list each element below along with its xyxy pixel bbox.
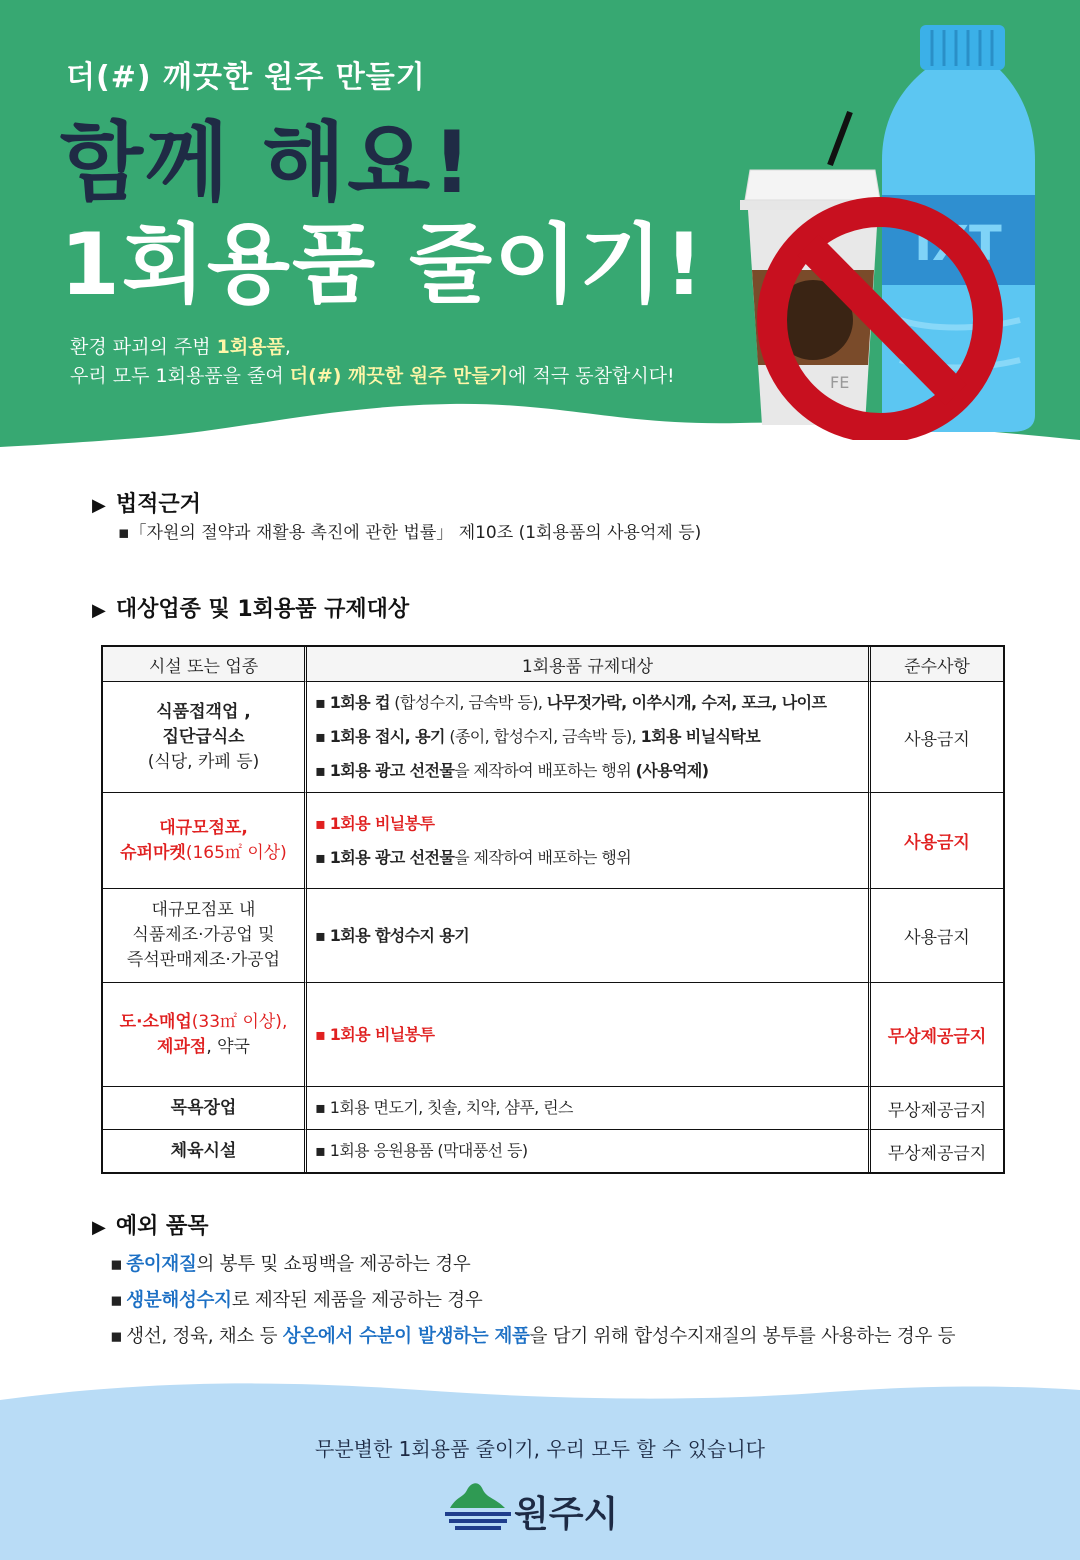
exception-item: [110, 1250, 470, 1276]
list-item: [315, 720, 860, 754]
legal-basis-title: 법적근거: [115, 492, 201, 517]
legal-basis-heading: [92, 487, 201, 518]
items-cell: [307, 1130, 871, 1172]
item-text: (종이, 합성수지, 금속박 등),: [444, 727, 641, 746]
items-cell: [307, 682, 871, 793]
table-row: [103, 983, 1003, 1087]
header-items: 1회용품 규제대상: [307, 647, 871, 682]
list-item: [315, 1091, 860, 1125]
desc-text: 에 적극 동참합시다!: [508, 365, 675, 387]
item-strong: 1회용 비닐봉투: [329, 813, 435, 833]
exception-highlight: 생분해성수지: [126, 1290, 232, 1311]
hero-title-line2: 1회용품 줄이기!: [60, 215, 706, 315]
facility-note: (33㎡ 이상),: [191, 1011, 288, 1032]
list-item: [315, 841, 860, 875]
facility-name: 즉석판매제조·가공업: [126, 950, 281, 970]
table-row: [103, 1130, 1003, 1172]
desc-text: 우리 모두 1회용품을 줄여: [70, 365, 290, 387]
list-item: [315, 1134, 860, 1168]
exception-item: [110, 1322, 955, 1348]
exception-text: 의 봉투 및 쇼핑백을 제공하는 경우: [196, 1254, 471, 1275]
facility-name: 대규모점포,: [159, 817, 248, 838]
triangle-right-icon: ▶: [92, 600, 106, 621]
triangle-right-icon: ▶: [92, 1217, 106, 1238]
item-strong: 1회용 컵: [329, 693, 390, 712]
campaign-subtitle: 더(#) 깨끗한 원주 만들기: [66, 60, 426, 95]
facility-cell: 체육시설: [103, 1130, 307, 1172]
exception-text: 생선, 정육, 채소 등: [126, 1326, 283, 1347]
facility-name: 제과점: [157, 1036, 207, 1057]
exception-text: 로 제작된 제품을 제공하는 경우: [231, 1290, 483, 1311]
facility-cell: [103, 793, 307, 889]
facility-name: 식품접객업 ,: [156, 701, 251, 722]
list-item: [315, 919, 860, 953]
regulation-table: [101, 645, 1005, 1174]
item-text: 1회용 응원용품 (막대풍선 등): [329, 1141, 528, 1160]
facility-name: 집단급식소: [162, 726, 245, 747]
item-text: 1회용 면도기, 칫솔, 치약, 샴푸, 린스: [329, 1098, 573, 1117]
triangle-right-icon: ▶: [92, 495, 106, 516]
facility-cell: [103, 682, 307, 793]
desc-text: ,: [284, 336, 291, 358]
rule-cell: 무상제공금지: [871, 983, 1003, 1087]
facility-note: (식당, 카페 등): [147, 751, 260, 772]
facility-note: (165㎡ 이상): [185, 842, 287, 863]
hero-desc-line2: [70, 362, 675, 391]
rule-cell: 사용금지: [871, 793, 1003, 889]
rule-cell: 무상제공금지: [871, 1087, 1003, 1130]
legal-basis-text: ▪「자원의 절약과 재활용 촉진에 관한 법률」 제10조 (1회용품의 사용억제 등): [118, 523, 702, 543]
exceptions-heading: [92, 1209, 209, 1240]
list-item: [315, 754, 860, 788]
hero-title-line1: 함께 해요!: [60, 113, 474, 213]
item-text: 을 제작하여 배포하는 행위: [454, 847, 632, 867]
rule-cell: 사용금지: [871, 889, 1003, 983]
facility-cell: 목욕장업: [103, 1087, 307, 1130]
exception-item: [110, 1286, 482, 1312]
desc-text: 환경 파괴의 주범: [70, 336, 217, 358]
header-rule: 준수사항: [871, 647, 1003, 682]
facility-cell: [103, 889, 307, 983]
desc-highlight: 더(#) 깨끗한 원주 만들기: [289, 365, 509, 387]
list-item: [315, 686, 860, 720]
facility-name: 대규모점포 내: [151, 900, 256, 920]
header-facility: 시설 또는 업종: [103, 647, 307, 682]
cup-label-text: FE: [830, 373, 850, 392]
item-strong: 1회용 광고 선전물: [329, 847, 455, 867]
table-header-row: [103, 647, 1003, 682]
facility-note: , 약국: [206, 1036, 250, 1057]
facility-cell: [103, 983, 307, 1087]
list-item: [315, 807, 860, 841]
target-title: 대상업종 및 1회용품 규제대상: [115, 597, 410, 622]
rule-cell: 사용금지: [871, 682, 1003, 793]
items-cell: [307, 1087, 871, 1130]
item-text: (합성수지, 금속박 등),: [389, 693, 547, 712]
table-row: [103, 682, 1003, 793]
item-text: 을 제작하여 배포하는 행위: [454, 761, 636, 780]
items-cell: [307, 889, 871, 983]
target-heading: [92, 592, 409, 623]
hero-desc-line1: [70, 333, 675, 362]
logo-text: 원주시: [514, 1494, 619, 1535]
item-strong: (사용억제): [635, 761, 709, 780]
item-strong: 1회용 접시, 용기: [329, 727, 445, 746]
table-row: [103, 793, 1003, 889]
exception-text: 을 담기 위해 합성수지재질의 봉투를 사용하는 경우 등: [529, 1326, 956, 1347]
facility-name: 도·소매업: [119, 1011, 192, 1032]
exception-highlight: 상온에서 수분이 발생하는 제품: [282, 1326, 530, 1347]
item-strong: 나무젓가락, 이쑤시개, 수저, 포크, 나이프: [546, 693, 827, 712]
footer-slogan: 무분별한 1회용품 줄이기, 우리 모두 할 수 있습니다: [315, 1437, 765, 1461]
item-strong: 1회용 비닐식탁보: [640, 727, 761, 746]
facility-name: 식품제조·가공업 및: [132, 925, 275, 945]
rule-cell: 무상제공금지: [887, 1143, 987, 1164]
items-cell: [307, 793, 871, 889]
exception-highlight: 종이재질: [126, 1254, 197, 1275]
bottle-label-text: IXT: [914, 216, 1002, 272]
item-strong: 1회용 합성수지 용기: [329, 925, 470, 945]
item-strong: 1회용 광고 선전물: [329, 761, 455, 780]
table-row: [103, 1087, 1003, 1130]
hero-description: [70, 333, 675, 391]
desc-highlight: 1회용품: [216, 336, 285, 358]
items-cell: [307, 983, 871, 1087]
item-strong: 1회용 비닐봉투: [329, 1024, 435, 1044]
no-disposables-illustration: [720, 20, 1050, 440]
table-row: [103, 889, 1003, 983]
list-item: [315, 1018, 860, 1052]
exceptions-title: 예외 품목: [115, 1214, 209, 1239]
facility-name: 슈퍼마켓: [120, 842, 186, 863]
